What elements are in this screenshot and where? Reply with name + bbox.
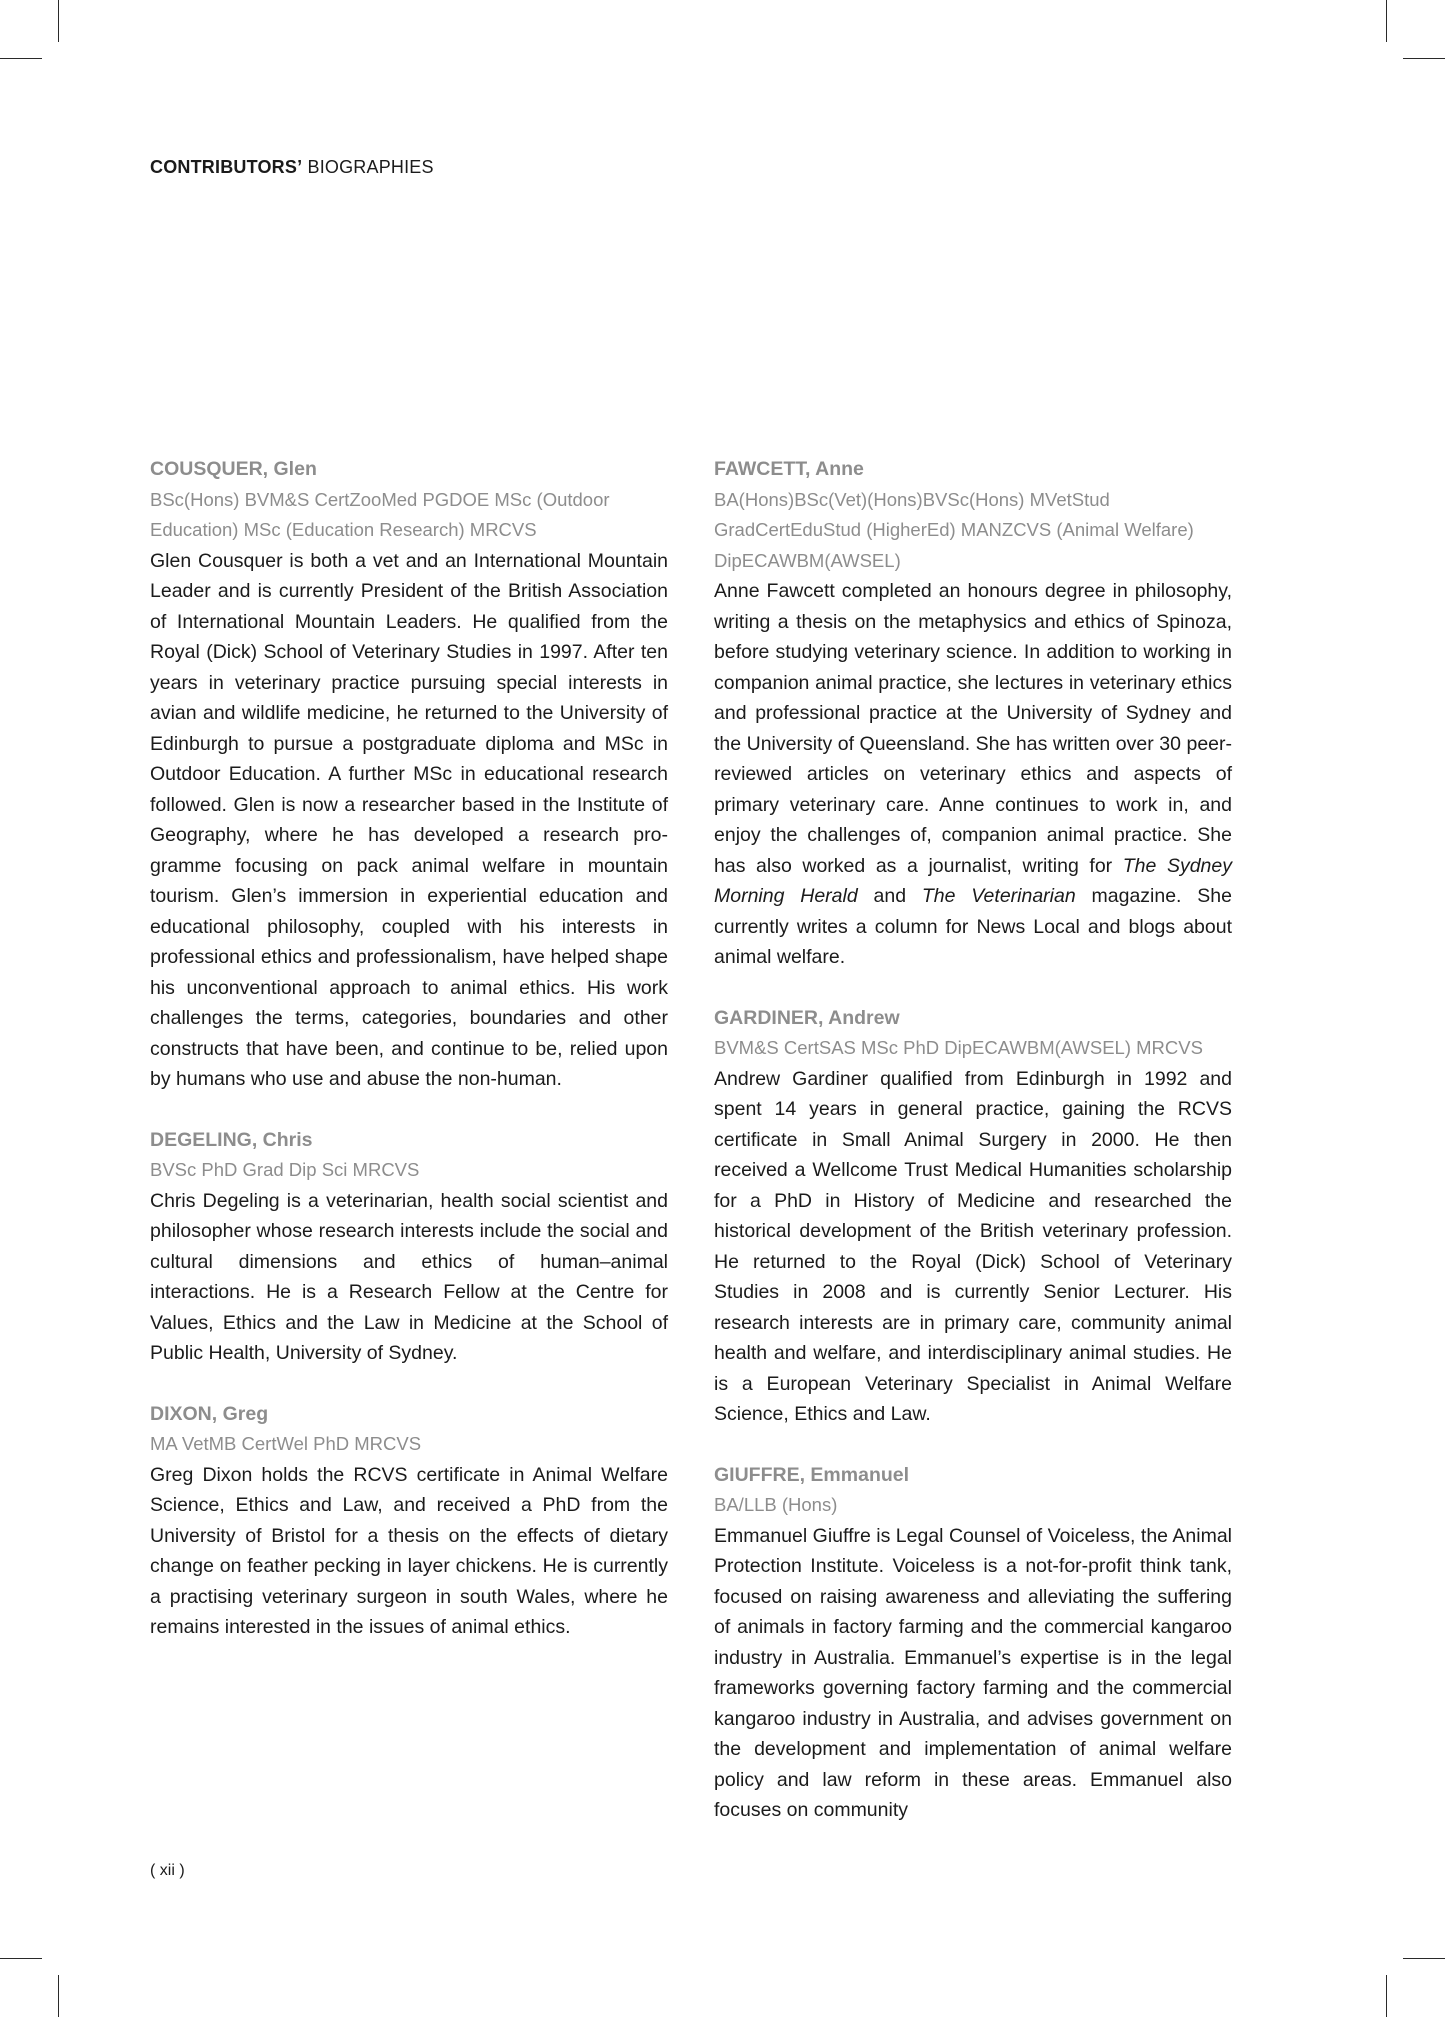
left-column [150,454,668,1673]
publication-title: The Veterinarian [921,885,1076,907]
crop-mark-top-left [58,0,59,42]
bio-text-part: Anne Fawcett completed an honours degree in philosophy, writing a thesis on the metaphysics and ethics of Spinoza, before studying veterinary science. In addition to working in companion animal practice, she lectures in veterinary ethics and professional practice at the University of Sydney and the University of Queensland. She has written over 30 peer-reviewed articles on veterinary ethics and aspects of primary veterinary care. Anne continues to work in, and enjoy the challenges of, companion animal practice. She has also worked as a journalist, writing for [714,580,1232,877]
right-column [714,454,1232,1856]
crop-mark-top-right [1403,58,1445,59]
bio-entry [714,454,1232,973]
bio-text: Andrew Gardiner qualified from Edinburgh in 1992 and spent 14 years in general practice, gaining the RCVS certificate in Small Animal Surgery in 2000. He then received a Wellcome Trust Medical Humanities scholarship for a PhD in History of Medicine and researched the historical development of the British veterinary profession. He returned to the Royal (Dick) School of Veterinary Studies in 2008 and is currently Senior Lecturer. His research interests are in primary care, community animal health and welfare, and interdisciplinary animal studies. He is a European Veterinary Specialist in Animal Welfare Science, Ethics and Law. [714,1067,1232,1425]
bio-text-part: magazine. She currently writes a column for News Local and blogs about animal welfare. [714,885,1232,968]
running-head [150,157,434,178]
bio-text: Chris Degeling is a veterinarian, health social scientist and philosopher whose research interests include the social and cultural dimensions and ethics of human–animal interactions. He is a Research Fellow at the Centre for Values, Ethics and the Law in Medicine at the School of Public Health, University of Sydney. [150,1189,668,1364]
bio-qualifications: BVSc PhD Grad Dip Sci MRCVS [150,1159,420,1180]
crop-mark-top-left [0,58,42,59]
running-head-strong: CONTRIBUTORS’ [150,157,303,177]
bio-entry [150,1399,668,1643]
bio-qualifications: BA(Hons)BSc(Vet)(Hons)BVSc(Hons) MVetStud GradCertEduStud (HigherEd) MANZCVS (Animal Welfare) DipECAWBM(AWSEL) [714,488,1194,571]
crop-mark-bottom-right [1403,1958,1445,1959]
bio-name: DEGELING, Chris [150,1128,313,1151]
crop-mark-bottom-left [58,1975,59,2017]
bio-text: Glen Cousquer is both a vet and an International Mountain Leader and is currently President of the British Association of International Mountain Leaders. He qualified from the Royal (Dick) School of Veterinary Studies in 1997. After ten years in veterinary practice pursuing special interests in avian and wildlife medicine, he returned to the University of Edinburgh to pursue a postgraduate diploma and MSc in Outdoor Education. A further MSc in educational research followed. Glen is now a researcher based in the Institute of Geography, where he has developed a research programme focusing on pack animal welfare in mountain tourism. Glen’s immersion in experiential education and educational philosophy, coupled with his interests in professional ethics and professionalism, have helped shape his unconventional approach to animal ethics. His work challenges the terms, categories, boundaries and other constructs that have been, and continue to be, relied upon by humans who use and abuse the non-human. [150,549,668,1090]
bio-text: Greg Dixon holds the RCVS certificate in Animal Welfare Science, Ethics and Law, and received a PhD from the University of Bristol for a thesis on the effects of dietary change on feather pecking in layer chickens. He is currently a practising veterinary surgeon in south Wales, where he remains interested in the issues of animal ethics. [150,1463,668,1638]
bio-entry [150,454,668,1095]
bio-text: Emmanuel Giuffre is Legal Counsel of Voiceless, the Animal Protection Institute. Voiceless is a not-for-profit think tank, focused on raising awareness and alleviating the suffering of animals in factory farming and the commercial kangaroo industry in Australia. Emmanuel’s expertise is in the legal frameworks governing factory farming and the commercial kangaroo industry in Australia, and advises government on the development and implementation of animal welfare policy and law reform in these areas. Emmanuel also focuses on community [714,1524,1232,1821]
bio-qualifications: BA/LLB (Hons) [714,1494,838,1515]
bio-text [714,576,1232,973]
bio-name: GIUFFRE, Emmanuel [714,1463,910,1486]
bio-name: FAWCETT, Anne [714,458,864,480]
bio-text-part: and [857,885,922,907]
crop-mark-bottom-left [0,1958,42,1959]
bio-entry [714,1460,1232,1826]
bio-entry [714,1003,1232,1430]
bio-qualifications: BVM&S CertSAS MSc PhD DipECAWBM(AWSEL) MRCVS [714,1037,1203,1058]
crop-mark-top-right [1386,0,1387,42]
bio-entry [150,1125,668,1369]
bio-name: DIXON, Greg [150,1402,269,1425]
bio-qualifications: MA VetMB CertWel PhD MRCVS [150,1433,422,1454]
bio-name: GARDINER, Andrew [714,1006,900,1029]
crop-mark-bottom-right [1386,1975,1387,2017]
bio-qualifications: BSc(Hons) BVM&S CertZooMed PGDOE MSc (Outdoor Education) MSc (Education Research) MRCVS [150,488,610,540]
page-number: ( xii ) [150,1862,185,1879]
running-head-rest: BIOGRAPHIES [302,157,434,177]
bio-name: COUSQUER, Glen [150,458,317,480]
publication-title: The Sydney Morning Herald [714,854,1232,907]
